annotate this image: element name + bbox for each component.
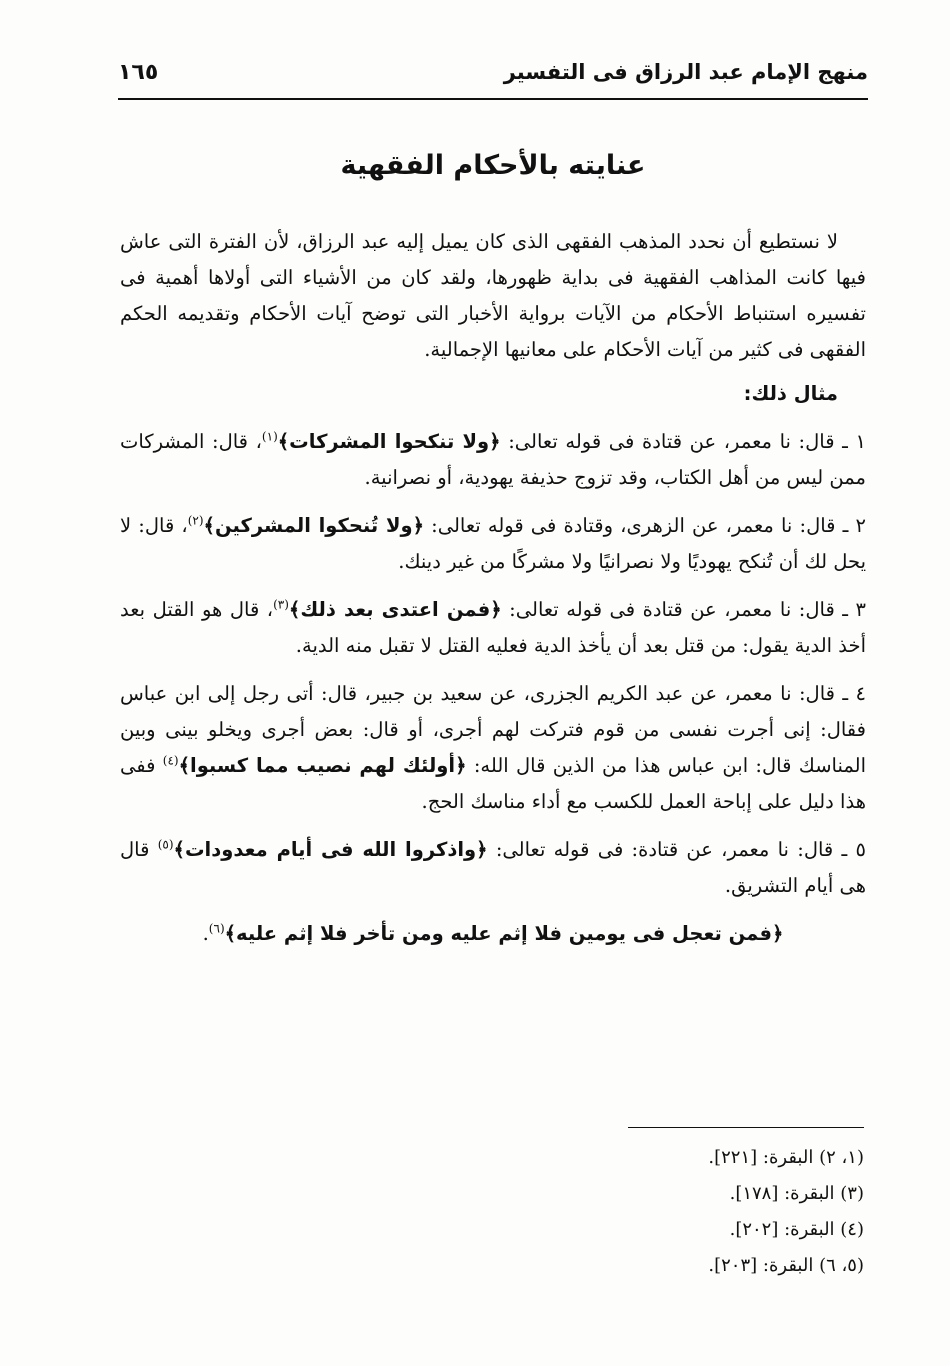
quran-quote: ﴿فمن تعجل فى يومين فلا إثم عليه ومن تأخر فلا إثم عليه﴾ [224, 922, 784, 945]
example-2 [120, 508, 866, 580]
footnote-ref: (٤) [162, 753, 179, 768]
example-text: ١ ـ قال: نا معمر، عن قتادة فى قوله تعالى: [500, 430, 867, 453]
example-text: قال هى أيام التشريق. [120, 838, 866, 897]
footnote: (٣) البقرة: [١٧٨]. [729, 1183, 864, 1204]
footnote-ref: (٢) [187, 513, 204, 528]
footnote: (٥، ٦) البقرة: [٢٠٣]. [708, 1255, 864, 1276]
footnote-rule [628, 1127, 864, 1128]
example-3 [120, 592, 866, 664]
footnote-ref: (٥) [157, 837, 174, 852]
footnote-ref: (٦) [208, 921, 225, 936]
header-rule [118, 98, 868, 100]
example-text: ٥ ـ قال: نا معمر، عن قتادة: فى قوله تعالى: [487, 838, 866, 861]
intro-paragraph: لا نستطيع أن نحدد المذهب الفقهى الذى كان يميل إليه عبد الرزاق، لأن الفترة التى عاش فيها كانت المذاهب الفقهية فى بداية ظهورها، ولقد كان من الأشياء التى أولاها أهمية فى تفسيره استنباط الأحكام من الآيات برواية الأخبار التى توضح آيات الأحكام وتقديمه الحكم الفقهى فى كثير من آيات الأحكام على معانيها الإجمالية. [120, 230, 866, 361]
example-text: ، قال: المشركات ممن ليس من أهل الكتاب، وقد تزوج حذيفة يهودية، أو نصرانية. [120, 430, 866, 489]
page-number: ١٦٥ [118, 60, 159, 85]
quran-quote: ﴿أولئك لهم نصيب مما كسبوا﴾ [178, 754, 467, 777]
section-title: عنايته بالأحكام الفقهية [340, 150, 646, 181]
footnote-ref: (١) [261, 429, 278, 444]
running-header [118, 58, 868, 98]
example-text: ٢ ـ قال: نا معمر، عن الزهرى، وقتادة فى قوله تعالى: [424, 514, 866, 537]
footnote: (١، ٢) البقرة: [٢٢١]. [708, 1147, 864, 1168]
example-5 [120, 832, 866, 904]
example-text: ، قال: لا يحل لك أن تُنكح يهوديًا ولا نصرانيًا ولا مشركًا من غير دينك. [120, 514, 866, 573]
example-text: ففى هذا دليل على إباحة العمل للكسب مع أداء مناسك الحج. [120, 754, 866, 813]
quran-quote: ﴿واذكروا الله فى أيام معدودات﴾ [173, 838, 488, 861]
footnote-ref: (٣) [273, 597, 289, 612]
closing-verse [120, 916, 866, 952]
example-4 [120, 676, 866, 820]
footnotes [444, 1140, 864, 1284]
body-text [120, 224, 866, 964]
example-heading: مثال ذلك: [743, 382, 838, 405]
footnote: (٤) البقرة: [٢٠٢]. [729, 1219, 864, 1240]
example-text: ٤ ـ قال: نا معمر، عن عبد الكريم الجزرى، عن سعيد بن جبير، قال: أتى رجل إلى ابن عباس فقال: إنى أجرت نفسى من قوم فتركت لهم أجرى، أو قال: بعض أجرى ويخلو بينى وبين المناسك قال: ابن عباس هذا من الذين قال الله: [120, 682, 866, 777]
quran-quote: ﴿ولا تُنحكوا المشركين﴾ [203, 514, 425, 537]
example-1 [120, 424, 866, 496]
example-text: ، قال هو القتل بعد أخذ الدية يقول: من قتل بعد أن يأخذ الدية فعليه القتل لا تقبل منه الدية. [120, 598, 866, 657]
quran-quote: ﴿فمن اعتدى بعد ذلك﴾ [288, 598, 502, 621]
quran-quote: ﴿ولا تنكحوا المشركات﴾ [277, 430, 501, 453]
closing-punctuation: . [202, 922, 209, 945]
header-title: منهج الإمام عبد الرزاق فى التفسير [503, 60, 868, 84]
example-text: ٣ ـ قال: نا معمر، عن قتادة فى قوله تعالى: [501, 598, 866, 621]
